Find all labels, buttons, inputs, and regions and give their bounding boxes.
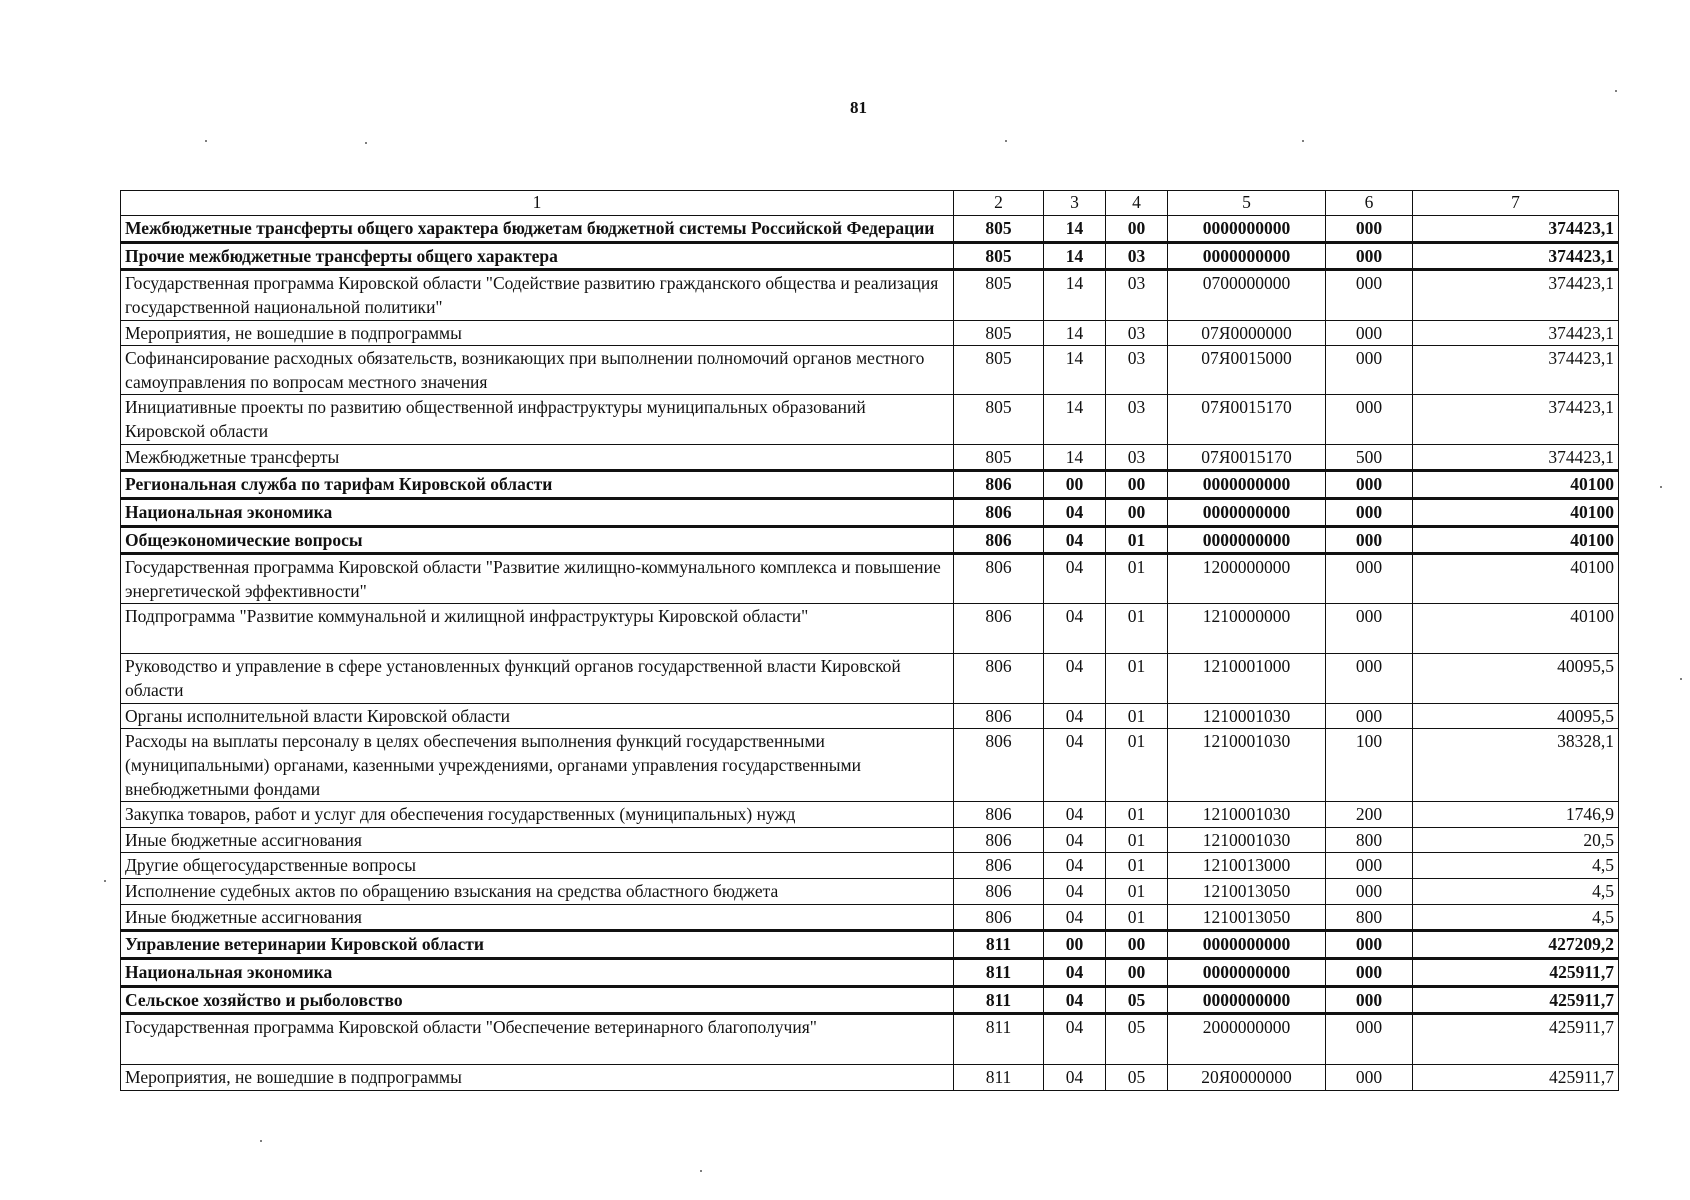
scan-speck bbox=[1302, 140, 1304, 142]
cell-name: Сельское хозяйство и рыболовство bbox=[121, 986, 954, 1014]
cell-name: Подпрограмма "Развитие коммунальной и жилищной инфраструктуры Кировской области" bbox=[121, 604, 954, 654]
cell-amount: 427209,2 bbox=[1413, 931, 1619, 959]
scan-speck bbox=[205, 140, 207, 142]
table-row bbox=[121, 395, 1619, 444]
cell-expense-type: 000 bbox=[1326, 853, 1413, 879]
column-header: 7 bbox=[1413, 191, 1619, 216]
budget-table bbox=[120, 190, 1619, 1091]
cell-subsection: 00 bbox=[1106, 216, 1168, 243]
scan-speck bbox=[1005, 140, 1007, 142]
cell-chapter: 806 bbox=[954, 654, 1044, 703]
cell-chapter: 806 bbox=[954, 879, 1044, 905]
table-row bbox=[121, 703, 1619, 729]
cell-name: Иные бюджетные ассигнования bbox=[121, 904, 954, 931]
table-row bbox=[121, 320, 1619, 346]
cell-target-article: 1210001030 bbox=[1168, 802, 1326, 828]
cell-expense-type: 000 bbox=[1326, 242, 1413, 270]
cell-chapter: 806 bbox=[954, 526, 1044, 554]
cell-section: 00 bbox=[1044, 471, 1106, 499]
cell-expense-type: 000 bbox=[1326, 986, 1413, 1014]
cell-section: 04 bbox=[1044, 1065, 1106, 1091]
table-row bbox=[121, 1065, 1619, 1091]
cell-expense-type: 000 bbox=[1326, 471, 1413, 499]
cell-section: 04 bbox=[1044, 958, 1106, 986]
cell-name: Расходы на выплаты персоналу в целях обеспечения выполнения функций государственными (муниципальными) органами, казенными учреждениями, органами управления государственными внебюджетными фондами bbox=[121, 729, 954, 802]
cell-target-article: 1210013000 bbox=[1168, 853, 1326, 879]
cell-subsection: 01 bbox=[1106, 904, 1168, 931]
cell-chapter: 806 bbox=[954, 802, 1044, 828]
cell-section: 04 bbox=[1044, 827, 1106, 853]
cell-chapter: 805 bbox=[954, 395, 1044, 444]
cell-subsection: 00 bbox=[1106, 958, 1168, 986]
cell-subsection: 03 bbox=[1106, 395, 1168, 444]
cell-name: Прочие межбюджетные трансферты общего характера bbox=[121, 242, 954, 270]
cell-name: Иные бюджетные ассигнования bbox=[121, 827, 954, 853]
cell-amount: 374423,1 bbox=[1413, 242, 1619, 270]
cell-target-article: 1210001030 bbox=[1168, 729, 1326, 802]
cell-amount: 425911,7 bbox=[1413, 986, 1619, 1014]
column-header: 6 bbox=[1326, 191, 1413, 216]
cell-subsection: 03 bbox=[1106, 242, 1168, 270]
cell-amount: 374423,1 bbox=[1413, 320, 1619, 346]
table-row bbox=[121, 604, 1619, 654]
cell-expense-type: 000 bbox=[1326, 879, 1413, 905]
cell-chapter: 805 bbox=[954, 444, 1044, 471]
cell-expense-type: 200 bbox=[1326, 802, 1413, 828]
scan-speck bbox=[365, 142, 367, 144]
header-row bbox=[121, 191, 1619, 216]
cell-name: Мероприятия, не вошедшие в подпрограммы bbox=[121, 320, 954, 346]
cell-subsection: 01 bbox=[1106, 654, 1168, 703]
cell-amount: 1746,9 bbox=[1413, 802, 1619, 828]
cell-expense-type: 000 bbox=[1326, 554, 1413, 604]
cell-section: 04 bbox=[1044, 498, 1106, 526]
cell-subsection: 01 bbox=[1106, 827, 1168, 853]
cell-amount: 4,5 bbox=[1413, 879, 1619, 905]
cell-chapter: 811 bbox=[954, 1065, 1044, 1091]
cell-section: 14 bbox=[1044, 346, 1106, 395]
cell-chapter: 805 bbox=[954, 242, 1044, 270]
cell-name: Национальная экономика bbox=[121, 958, 954, 986]
cell-amount: 425911,7 bbox=[1413, 958, 1619, 986]
cell-subsection: 05 bbox=[1106, 1065, 1168, 1091]
cell-chapter: 811 bbox=[954, 1014, 1044, 1065]
cell-chapter: 806 bbox=[954, 853, 1044, 879]
cell-target-article: 1210001000 bbox=[1168, 654, 1326, 703]
cell-name: Другие общегосударственные вопросы bbox=[121, 853, 954, 879]
cell-expense-type: 800 bbox=[1326, 904, 1413, 931]
cell-expense-type: 000 bbox=[1326, 270, 1413, 320]
cell-target-article: 0700000000 bbox=[1168, 270, 1326, 320]
cell-expense-type: 000 bbox=[1326, 498, 1413, 526]
scan-speck bbox=[1615, 90, 1617, 92]
page-number: 81 bbox=[850, 98, 867, 117]
cell-name: Мероприятия, не вошедшие в подпрограммы bbox=[121, 1065, 954, 1091]
cell-name: Национальная экономика bbox=[121, 498, 954, 526]
cell-section: 14 bbox=[1044, 270, 1106, 320]
cell-section: 04 bbox=[1044, 986, 1106, 1014]
cell-expense-type: 000 bbox=[1326, 1065, 1413, 1091]
cell-expense-type: 000 bbox=[1326, 604, 1413, 654]
cell-target-article: 07Я0015170 bbox=[1168, 395, 1326, 444]
cell-chapter: 805 bbox=[954, 216, 1044, 243]
column-header: 3 bbox=[1044, 191, 1106, 216]
cell-expense-type: 800 bbox=[1326, 827, 1413, 853]
cell-chapter: 811 bbox=[954, 931, 1044, 959]
cell-amount: 40095,5 bbox=[1413, 654, 1619, 703]
scan-speck bbox=[104, 880, 106, 882]
cell-section: 04 bbox=[1044, 802, 1106, 828]
cell-name: Руководство и управление в сфере установленных функций органов государственной власти Кировской области bbox=[121, 654, 954, 703]
table-row bbox=[121, 931, 1619, 959]
cell-target-article: 0000000000 bbox=[1168, 958, 1326, 986]
table-body bbox=[121, 216, 1619, 1091]
cell-target-article: 07Я0015000 bbox=[1168, 346, 1326, 395]
cell-name: Органы исполнительной власти Кировской области bbox=[121, 703, 954, 729]
cell-amount: 425911,7 bbox=[1413, 1014, 1619, 1065]
cell-name: Межбюджетные трансферты bbox=[121, 444, 954, 471]
cell-section: 04 bbox=[1044, 729, 1106, 802]
table-row bbox=[121, 654, 1619, 703]
cell-subsection: 01 bbox=[1106, 853, 1168, 879]
cell-expense-type: 000 bbox=[1326, 395, 1413, 444]
cell-section: 14 bbox=[1044, 395, 1106, 444]
table-row bbox=[121, 879, 1619, 905]
cell-amount: 40100 bbox=[1413, 471, 1619, 499]
cell-expense-type: 000 bbox=[1326, 654, 1413, 703]
column-header: 5 bbox=[1168, 191, 1326, 216]
cell-expense-type: 000 bbox=[1326, 931, 1413, 959]
table-row bbox=[121, 444, 1619, 471]
cell-section: 04 bbox=[1044, 1014, 1106, 1065]
cell-section: 14 bbox=[1044, 216, 1106, 243]
cell-amount: 4,5 bbox=[1413, 853, 1619, 879]
cell-amount: 374423,1 bbox=[1413, 216, 1619, 243]
cell-target-article: 07Я0015170 bbox=[1168, 444, 1326, 471]
cell-chapter: 806 bbox=[954, 904, 1044, 931]
cell-expense-type: 000 bbox=[1326, 216, 1413, 243]
column-header: 1 bbox=[121, 191, 954, 216]
cell-target-article: 1200000000 bbox=[1168, 554, 1326, 604]
table-row bbox=[121, 471, 1619, 499]
cell-target-article: 0000000000 bbox=[1168, 498, 1326, 526]
cell-section: 04 bbox=[1044, 554, 1106, 604]
cell-section: 04 bbox=[1044, 654, 1106, 703]
table-row bbox=[121, 270, 1619, 320]
cell-section: 04 bbox=[1044, 853, 1106, 879]
cell-target-article: 20Я0000000 bbox=[1168, 1065, 1326, 1091]
cell-subsection: 03 bbox=[1106, 270, 1168, 320]
table-row bbox=[121, 802, 1619, 828]
cell-name: Государственная программа Кировской области "Содействие развитию гражданского общества и реализация государственной национальной политики" bbox=[121, 270, 954, 320]
cell-target-article: 1210001030 bbox=[1168, 703, 1326, 729]
cell-chapter: 811 bbox=[954, 986, 1044, 1014]
cell-section: 14 bbox=[1044, 242, 1106, 270]
cell-name: Софинансирование расходных обязательств, возникающих при выполнении полномочий органов местного самоуправления по вопросам местного значения bbox=[121, 346, 954, 395]
cell-name: Управление ветеринарии Кировской области bbox=[121, 931, 954, 959]
cell-amount: 40100 bbox=[1413, 526, 1619, 554]
cell-expense-type: 000 bbox=[1326, 346, 1413, 395]
cell-subsection: 03 bbox=[1106, 320, 1168, 346]
table-row bbox=[121, 904, 1619, 931]
cell-chapter: 806 bbox=[954, 703, 1044, 729]
cell-subsection: 01 bbox=[1106, 554, 1168, 604]
cell-chapter: 806 bbox=[954, 827, 1044, 853]
table-row bbox=[121, 827, 1619, 853]
cell-target-article: 1210000000 bbox=[1168, 604, 1326, 654]
table-row bbox=[121, 216, 1619, 243]
cell-target-article: 0000000000 bbox=[1168, 471, 1326, 499]
scan-speck bbox=[260, 1140, 262, 1142]
cell-target-article: 1210001030 bbox=[1168, 827, 1326, 853]
cell-section: 04 bbox=[1044, 526, 1106, 554]
cell-name: Региональная служба по тарифам Кировской области bbox=[121, 471, 954, 499]
cell-chapter: 806 bbox=[954, 604, 1044, 654]
scan-speck bbox=[700, 1170, 702, 1172]
cell-subsection: 01 bbox=[1106, 703, 1168, 729]
cell-subsection: 05 bbox=[1106, 1014, 1168, 1065]
cell-expense-type: 000 bbox=[1326, 320, 1413, 346]
table-row bbox=[121, 498, 1619, 526]
cell-name: Закупка товаров, работ и услуг для обеспечения государственных (муниципальных) нужд bbox=[121, 802, 954, 828]
cell-amount: 4,5 bbox=[1413, 904, 1619, 931]
column-header: 4 bbox=[1106, 191, 1168, 216]
cell-chapter: 805 bbox=[954, 346, 1044, 395]
cell-amount: 38328,1 bbox=[1413, 729, 1619, 802]
table-row bbox=[121, 554, 1619, 604]
scan-speck bbox=[1680, 678, 1682, 680]
cell-expense-type: 100 bbox=[1326, 729, 1413, 802]
cell-section: 04 bbox=[1044, 879, 1106, 905]
cell-chapter: 806 bbox=[954, 729, 1044, 802]
cell-amount: 374423,1 bbox=[1413, 346, 1619, 395]
cell-expense-type: 000 bbox=[1326, 958, 1413, 986]
table-row bbox=[121, 853, 1619, 879]
cell-subsection: 05 bbox=[1106, 986, 1168, 1014]
table-row bbox=[121, 958, 1619, 986]
cell-expense-type: 500 bbox=[1326, 444, 1413, 471]
cell-amount: 425911,7 bbox=[1413, 1065, 1619, 1091]
cell-target-article: 1210013050 bbox=[1168, 879, 1326, 905]
column-header: 2 bbox=[954, 191, 1044, 216]
cell-subsection: 01 bbox=[1106, 802, 1168, 828]
cell-amount: 20,5 bbox=[1413, 827, 1619, 853]
cell-target-article: 0000000000 bbox=[1168, 216, 1326, 243]
cell-expense-type: 000 bbox=[1326, 1014, 1413, 1065]
cell-subsection: 00 bbox=[1106, 471, 1168, 499]
cell-name: Инициативные проекты по развитию общественной инфраструктуры муниципальных образований Кировской области bbox=[121, 395, 954, 444]
cell-subsection: 01 bbox=[1106, 604, 1168, 654]
cell-amount: 40100 bbox=[1413, 604, 1619, 654]
cell-target-article: 2000000000 bbox=[1168, 1014, 1326, 1065]
cell-chapter: 805 bbox=[954, 270, 1044, 320]
cell-section: 04 bbox=[1044, 904, 1106, 931]
cell-name: Межбюджетные трансферты общего характера бюджетам бюджетной системы Российской Федерации bbox=[121, 216, 954, 243]
cell-name: Исполнение судебных актов по обращению взыскания на средства областного бюджета bbox=[121, 879, 954, 905]
cell-subsection: 01 bbox=[1106, 526, 1168, 554]
cell-amount: 374423,1 bbox=[1413, 444, 1619, 471]
cell-target-article: 0000000000 bbox=[1168, 931, 1326, 959]
cell-target-article: 0000000000 bbox=[1168, 242, 1326, 270]
table-row bbox=[121, 1014, 1619, 1065]
cell-name: Общеэкономические вопросы bbox=[121, 526, 954, 554]
cell-section: 04 bbox=[1044, 604, 1106, 654]
cell-amount: 40095,5 bbox=[1413, 703, 1619, 729]
cell-subsection: 00 bbox=[1106, 498, 1168, 526]
cell-amount: 374423,1 bbox=[1413, 395, 1619, 444]
cell-expense-type: 000 bbox=[1326, 703, 1413, 729]
cell-name: Государственная программа Кировской области "Обеспечение ветеринарного благополучия" bbox=[121, 1014, 954, 1065]
cell-target-article: 0000000000 bbox=[1168, 986, 1326, 1014]
cell-amount: 374423,1 bbox=[1413, 270, 1619, 320]
cell-chapter: 806 bbox=[954, 471, 1044, 499]
cell-name: Государственная программа Кировской области "Развитие жилищно-коммунального комплекса и повышение энергетической эффективности" bbox=[121, 554, 954, 604]
cell-subsection: 01 bbox=[1106, 879, 1168, 905]
cell-section: 04 bbox=[1044, 703, 1106, 729]
cell-amount: 40100 bbox=[1413, 554, 1619, 604]
table-row bbox=[121, 729, 1619, 802]
cell-chapter: 806 bbox=[954, 554, 1044, 604]
cell-target-article: 1210013050 bbox=[1168, 904, 1326, 931]
table-row bbox=[121, 526, 1619, 554]
cell-chapter: 811 bbox=[954, 958, 1044, 986]
cell-expense-type: 000 bbox=[1326, 526, 1413, 554]
table-row bbox=[121, 346, 1619, 395]
table-row bbox=[121, 986, 1619, 1014]
cell-subsection: 00 bbox=[1106, 931, 1168, 959]
cell-chapter: 805 bbox=[954, 320, 1044, 346]
scan-speck bbox=[1660, 486, 1662, 488]
cell-amount: 40100 bbox=[1413, 498, 1619, 526]
cell-subsection: 03 bbox=[1106, 444, 1168, 471]
cell-target-article: 0000000000 bbox=[1168, 526, 1326, 554]
cell-subsection: 01 bbox=[1106, 729, 1168, 802]
cell-section: 00 bbox=[1044, 931, 1106, 959]
cell-section: 14 bbox=[1044, 320, 1106, 346]
cell-target-article: 07Я0000000 bbox=[1168, 320, 1326, 346]
table-row bbox=[121, 242, 1619, 270]
cell-subsection: 03 bbox=[1106, 346, 1168, 395]
cell-chapter: 806 bbox=[954, 498, 1044, 526]
cell-section: 14 bbox=[1044, 444, 1106, 471]
